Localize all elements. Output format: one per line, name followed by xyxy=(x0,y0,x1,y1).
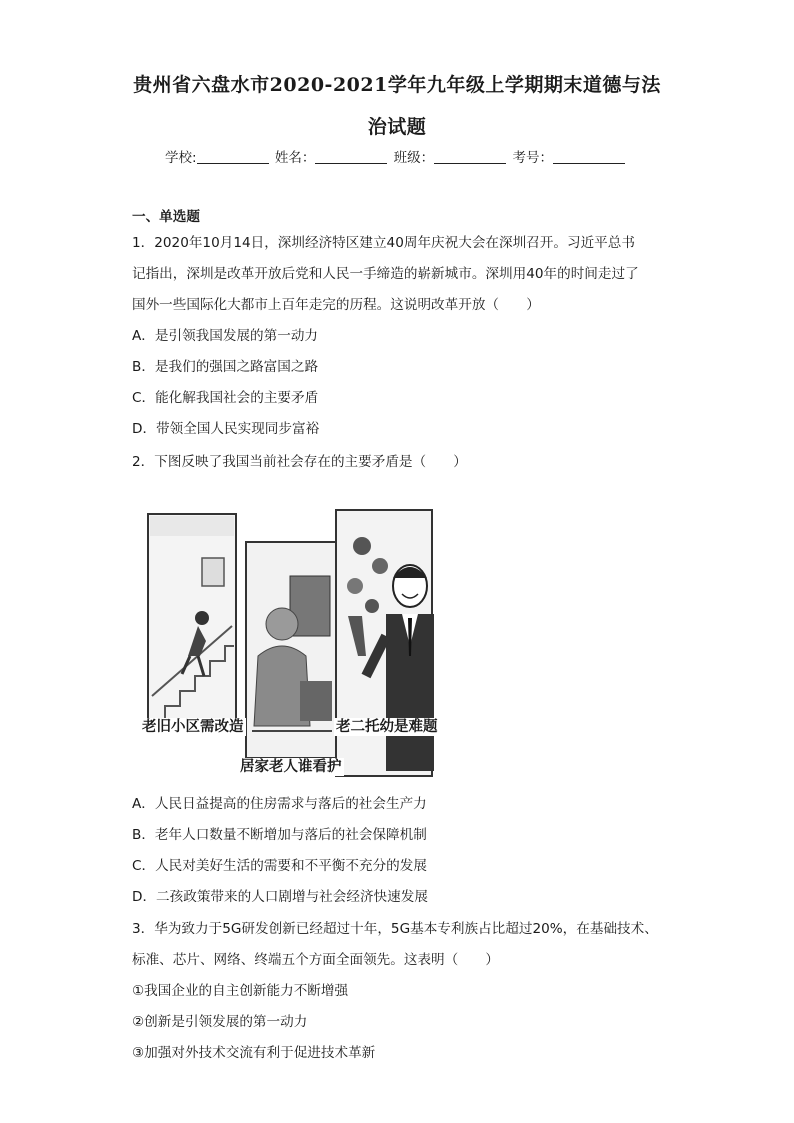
class-blank[interactable] xyxy=(434,149,506,164)
exam-no-label: 考号： xyxy=(512,150,553,166)
page-title-line-2: 治试题 xyxy=(367,116,427,138)
page-title-line-1: 贵州省六盘水市2020-2021学年九年级上学期期末道德与法 xyxy=(133,74,661,96)
q1-option-a: A．是引领我国发展的第一动力 xyxy=(132,328,319,344)
student-info-row xyxy=(165,146,627,166)
school-label: 学校: xyxy=(165,150,197,166)
name-label: 姓名： xyxy=(274,150,316,166)
class-label: 班级： xyxy=(393,150,435,166)
q1-option-d: D．带领全国人民实现同步富裕 xyxy=(132,421,320,437)
caption-old-community: 老旧小区需改造 xyxy=(142,719,244,735)
q3-item-3: ③加强对外技术交流有利于促进技术革新 xyxy=(132,1045,376,1061)
panel-elderly-care xyxy=(246,542,336,758)
panel-childcare xyxy=(336,510,434,776)
q2-option-c: C．人民对美好生活的需要和不平衡不充分的发展 xyxy=(132,858,427,874)
q3-stem-line-1: 3．华为致力于5G研发创新已经超过十年，5G基本专利族占比超过20%，在基础技术、 xyxy=(132,921,658,937)
q1-stem-line-2: 记指出，深圳是改革开放后党和人民一手缔造的崭新城市。深圳用40年的时间走过了 xyxy=(132,266,639,282)
section-heading: 一、单选题 xyxy=(132,209,200,225)
q2-option-b: B．老年人口数量不断增加与落后的社会保障机制 xyxy=(132,827,427,843)
q1-option-c: C．能化解我国社会的主要矛盾 xyxy=(132,390,319,406)
q3-item-1: ①我国企业的自主创新能力不断增强 xyxy=(132,983,349,999)
q3-stem-line-2: 标准、芯片、网络、终端五个方面全面领先。这表明（ ） xyxy=(132,952,500,968)
school-blank[interactable] xyxy=(197,149,269,164)
name-blank[interactable] xyxy=(315,149,387,164)
caption-elderly-care: 居家老人谁看护 xyxy=(240,759,342,775)
q1-stem-line-3: 国外一些国际化大都市上百年走完的历程。这说明改革开放（ ） xyxy=(132,297,540,313)
q2-option-a: A．人民日益提高的住房需求与落后的社会生产力 xyxy=(132,796,427,812)
q1-option-b: B．是我们的强国之路富国之路 xyxy=(132,359,319,375)
q2-cartoon-figure xyxy=(140,506,440,778)
caption-childcare: 老二托幼是难题 xyxy=(336,719,438,735)
q2-option-d: D．二孩政策带来的人口剧增与社会经济快速发展 xyxy=(132,889,428,905)
exam-no-blank[interactable] xyxy=(553,149,625,164)
q3-item-2: ②创新是引领发展的第一动力 xyxy=(132,1014,308,1030)
q2-stem: 2．下图反映了我国当前社会存在的主要矛盾是（ ） xyxy=(132,454,467,470)
panel-old-community xyxy=(148,514,236,726)
q1-stem-line-1: 1．2020年10月14日，深圳经济特区建立40周年庆祝大会在深圳召开。习近平总书 xyxy=(132,235,635,251)
